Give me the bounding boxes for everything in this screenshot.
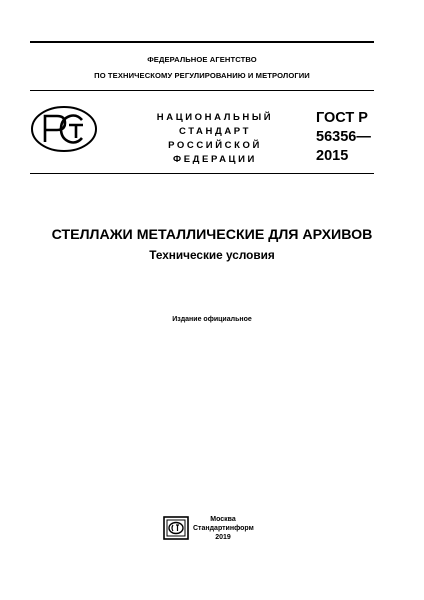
gost-line: 56356— bbox=[316, 129, 371, 145]
document-title: СТЕЛЛАЖИ МЕТАЛЛИЧЕСКИЕ ДЛЯ АРХИВОВ bbox=[51, 227, 373, 243]
edition-label: Издание официальное bbox=[172, 316, 252, 323]
header-divider-rule bbox=[30, 90, 374, 91]
agency-name-line-1: ФЕДЕРАЛЬНОЕ АГЕНТСТВО bbox=[147, 55, 257, 64]
gost-number bbox=[316, 109, 371, 166]
agency-name-line-2: ПО ТЕХНИЧЕСКОМУ РЕГУЛИРОВАНИЮ И МЕТРОЛОГИИ bbox=[94, 71, 310, 80]
publisher-year: 2019 bbox=[215, 534, 231, 541]
national-line: СТАНДАРТ bbox=[179, 126, 251, 137]
publisher-name: Стандартинформ bbox=[193, 525, 254, 532]
publisher-info bbox=[193, 515, 253, 542]
gost-line: 2015 bbox=[316, 148, 349, 164]
publisher-city: Москва bbox=[210, 516, 236, 523]
standartinform-logo-icon bbox=[163, 516, 189, 540]
national-standard-label bbox=[140, 111, 290, 167]
rst-conformity-emblem-icon bbox=[30, 104, 98, 154]
top-rule bbox=[30, 41, 374, 43]
national-line: ФЕДЕРАЦИИ bbox=[173, 154, 257, 165]
gost-line: ГОСТ Р bbox=[316, 110, 368, 126]
national-line: НАЦИОНАЛЬНЫЙ bbox=[156, 112, 274, 123]
standard-block-bottom-rule bbox=[30, 173, 374, 174]
national-line: РОССИЙСКОЙ bbox=[168, 140, 262, 151]
document-subtitle: Технические условия bbox=[149, 248, 275, 262]
